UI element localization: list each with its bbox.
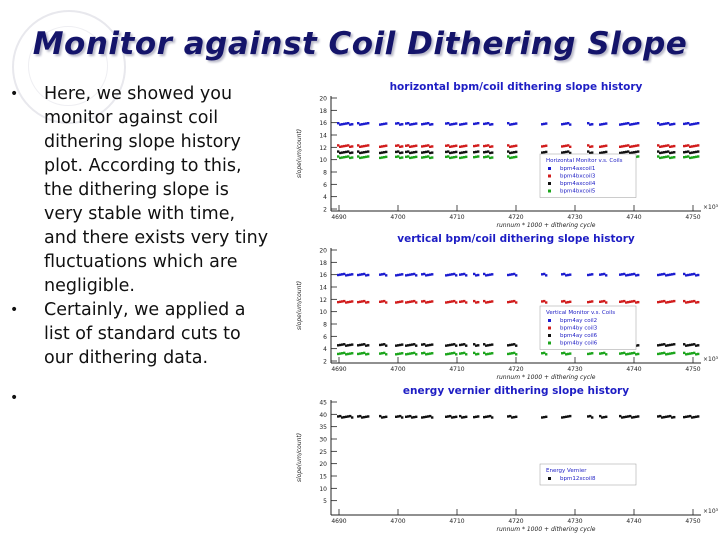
slope-history-plots <box>283 76 719 536</box>
legend-marker <box>548 182 551 185</box>
data-point <box>401 151 403 153</box>
data-point <box>515 274 517 276</box>
data-point <box>401 416 403 418</box>
y-tick-label: 18 <box>319 259 327 267</box>
data-point <box>415 301 417 303</box>
x-tick-label: 4720 <box>508 214 524 221</box>
data-point <box>351 300 353 302</box>
data-point <box>605 145 607 147</box>
data-point <box>455 151 457 153</box>
data-point <box>673 156 675 158</box>
x-axis-label: runnum * 1000 + dithering cycle <box>496 526 596 533</box>
slide-title: Monitor against Coil Dithering Slope <box>32 26 688 62</box>
data-point <box>673 300 675 302</box>
data-point <box>367 301 369 303</box>
data-point <box>477 144 479 146</box>
legend-entry: bpm4by coil3 <box>560 325 598 332</box>
legend-marker <box>548 327 551 330</box>
data-point <box>637 155 639 157</box>
data-point <box>515 145 517 147</box>
data-point <box>697 353 699 355</box>
data-point <box>545 145 547 147</box>
x-tick-label: 4720 <box>508 366 524 373</box>
y-tick-label: 20 <box>319 247 327 255</box>
y-tick-label: 4 <box>323 194 327 202</box>
bullet-item <box>8 298 272 370</box>
data-point <box>455 301 457 303</box>
data-point <box>637 415 639 417</box>
data-point <box>455 344 457 346</box>
legend-marker <box>548 477 551 480</box>
data-point <box>637 122 639 124</box>
y-tick-label: 30 <box>319 436 327 444</box>
bullet-dot: • <box>10 302 19 318</box>
panel-background <box>309 384 707 534</box>
data-point <box>673 123 675 125</box>
y-tick-label: 16 <box>319 272 327 280</box>
data-point <box>697 150 699 152</box>
data-point <box>673 352 675 354</box>
chart-title: horizontal bpm/coil dithering slope history <box>389 81 643 93</box>
data-point <box>569 301 571 303</box>
slope-history-figure <box>283 76 719 536</box>
data-point <box>491 352 493 354</box>
bullet-list <box>8 82 272 410</box>
data-point <box>367 150 369 152</box>
data-point <box>697 415 699 417</box>
y-axis-label: slope(um/count) <box>296 432 303 483</box>
data-point <box>591 145 593 147</box>
legend-entry: bpm4ay coil6 <box>560 333 598 339</box>
data-point <box>385 301 387 303</box>
data-point <box>385 416 387 418</box>
x-tick-label: 4710 <box>449 518 465 525</box>
x-tick-label: 4690 <box>331 518 347 525</box>
data-point <box>697 301 699 303</box>
data-point <box>351 151 353 153</box>
data-point <box>385 122 387 124</box>
data-point <box>515 156 517 158</box>
data-point <box>697 274 699 276</box>
data-point <box>515 151 517 153</box>
data-point <box>465 353 467 355</box>
data-point <box>491 273 493 275</box>
data-point <box>591 151 593 153</box>
chart-title: vertical bpm/coil dithering slope history <box>397 233 635 245</box>
chart-title: energy vernier dithering slope history <box>402 385 630 397</box>
x-tick-label: 4730 <box>567 518 583 525</box>
legend-marker <box>548 342 551 345</box>
data-point <box>385 274 387 276</box>
data-point <box>431 151 433 153</box>
data-point <box>491 151 493 153</box>
x-tick-label: 4730 <box>567 214 583 221</box>
data-point <box>431 156 433 158</box>
data-point <box>401 352 403 354</box>
data-point <box>673 343 675 345</box>
y-tick-label: 2 <box>323 358 327 366</box>
legend-title: Vertical Monitor v.s. Coils <box>546 310 616 316</box>
data-point <box>351 273 353 275</box>
x-tick-label: 4710 <box>449 366 465 373</box>
bullet-text: Certainly, we applied a list of standard cuts to our dithering data. <box>44 300 246 368</box>
data-point <box>401 273 403 275</box>
data-point <box>477 344 479 346</box>
legend-entry: bpm4bxcoil3 <box>560 173 596 180</box>
data-point <box>591 123 593 125</box>
y-tick-label: 40 <box>319 411 327 419</box>
bullet-item <box>8 82 272 298</box>
y-tick-label: 15 <box>319 473 327 481</box>
data-point <box>637 353 639 355</box>
data-point <box>673 273 675 275</box>
data-point <box>515 122 517 124</box>
y-axis-label: slope(um/count) <box>296 128 303 179</box>
panel-background <box>309 80 707 230</box>
data-point <box>477 274 479 276</box>
legend-entry: bpm4by coil6 <box>560 340 598 347</box>
data-point <box>477 353 479 355</box>
data-point <box>697 144 699 146</box>
x-tick-label: 4740 <box>626 366 642 373</box>
data-point <box>367 122 369 124</box>
data-point <box>491 300 493 302</box>
data-point <box>415 145 417 147</box>
x-tick-label: 4690 <box>331 366 347 373</box>
data-point <box>591 300 593 302</box>
data-point <box>637 150 639 152</box>
y-tick-label: 25 <box>319 448 327 456</box>
legend-entry: bpm4ay coil2 <box>560 318 598 324</box>
data-point <box>477 301 479 303</box>
data-point <box>545 122 547 124</box>
y-tick-label: 14 <box>319 132 327 140</box>
x-exponent-label: ×10³ <box>703 356 719 363</box>
data-point <box>697 122 699 124</box>
y-tick-label: 45 <box>319 399 327 407</box>
data-point <box>431 416 433 418</box>
data-point <box>415 122 417 124</box>
x-tick-label: 4750 <box>685 518 701 525</box>
panel-background <box>309 232 707 382</box>
y-tick-label: 2 <box>323 206 327 214</box>
data-point <box>465 344 467 346</box>
data-point <box>415 151 417 153</box>
data-point <box>401 145 403 147</box>
y-tick-label: 20 <box>319 461 327 469</box>
bullet-dot: • <box>10 86 19 102</box>
x-tick-label: 4700 <box>390 366 406 373</box>
data-point <box>637 344 639 346</box>
y-tick-label: 12 <box>319 144 327 152</box>
data-point <box>515 353 517 355</box>
data-point <box>367 344 369 346</box>
data-point <box>367 415 369 417</box>
y-tick-label: 14 <box>319 284 327 292</box>
y-tick-label: 10 <box>319 485 327 493</box>
data-point <box>569 415 571 417</box>
data-point <box>431 343 433 345</box>
legend-title: Horizontal Monitor v.s. Coils <box>546 158 623 164</box>
data-point <box>385 151 387 153</box>
data-point <box>415 353 417 355</box>
x-tick-label: 4730 <box>567 366 583 373</box>
data-point <box>367 353 369 355</box>
data-point <box>351 145 353 147</box>
data-point <box>455 274 457 276</box>
data-point <box>465 416 467 418</box>
data-point <box>605 416 607 418</box>
x-tick-label: 4690 <box>331 214 347 221</box>
data-point <box>697 344 699 346</box>
data-point <box>591 352 593 354</box>
data-point <box>491 343 493 345</box>
data-point <box>637 301 639 303</box>
legend-marker <box>548 334 551 337</box>
data-point <box>569 123 571 125</box>
legend-marker <box>548 190 551 193</box>
data-point <box>673 145 675 147</box>
bullet-item-empty <box>8 386 272 410</box>
x-tick-label: 4740 <box>626 518 642 525</box>
legend-marker <box>548 319 551 322</box>
legend-title: Energy Vernier <box>546 468 587 474</box>
x-tick-label: 4720 <box>508 518 524 525</box>
data-point <box>367 155 369 157</box>
x-exponent-label: ×10³ <box>703 508 719 515</box>
data-point <box>431 273 433 275</box>
data-point <box>697 155 699 157</box>
data-point <box>491 145 493 147</box>
data-point <box>455 122 457 124</box>
legend-marker <box>548 175 551 178</box>
data-point <box>515 301 517 303</box>
data-point <box>637 144 639 146</box>
x-tick-label: 4700 <box>390 518 406 525</box>
data-point <box>477 122 479 124</box>
y-tick-label: 6 <box>323 333 327 341</box>
legend-marker <box>548 167 551 170</box>
data-point <box>545 353 547 355</box>
x-tick-label: 4700 <box>390 214 406 221</box>
data-point <box>455 416 457 418</box>
data-point <box>491 416 493 418</box>
data-point <box>385 156 387 158</box>
data-point <box>367 144 369 146</box>
data-point <box>431 352 433 354</box>
data-point <box>351 156 353 158</box>
data-point <box>545 301 547 303</box>
data-point <box>545 151 547 153</box>
data-point <box>591 416 593 418</box>
x-tick-label: 4750 <box>685 214 701 221</box>
data-point <box>455 156 457 158</box>
legend-entry: bpm4axcoil4 <box>560 181 596 187</box>
legend-entry: bpm12xcoil8 <box>560 476 596 482</box>
y-tick-label: 6 <box>323 181 327 189</box>
data-point <box>465 301 467 303</box>
data-point <box>605 274 607 276</box>
data-point <box>401 300 403 302</box>
data-point <box>351 123 353 125</box>
y-tick-label: 4 <box>323 346 327 354</box>
y-tick-label: 18 <box>319 107 327 115</box>
y-tick-label: 10 <box>319 309 327 317</box>
data-point <box>477 155 479 157</box>
y-axis-label: slope(um/count) <box>296 280 303 331</box>
y-tick-label: 12 <box>319 296 327 304</box>
y-tick-label: 20 <box>319 95 327 103</box>
data-point <box>455 145 457 147</box>
data-point <box>465 151 467 153</box>
bullet-dot: • <box>10 390 19 406</box>
data-point <box>605 122 607 124</box>
x-exponent-label: ×10³ <box>703 204 719 211</box>
data-point <box>431 145 433 147</box>
data-point <box>591 273 593 275</box>
data-point <box>545 274 547 276</box>
data-point <box>415 156 417 158</box>
data-point <box>431 300 433 302</box>
data-point <box>465 274 467 276</box>
data-point <box>569 146 571 148</box>
data-point <box>477 415 479 417</box>
data-point <box>673 416 675 418</box>
data-point <box>415 274 417 276</box>
data-point <box>431 123 433 125</box>
x-tick-label: 4710 <box>449 214 465 221</box>
y-tick-label: 8 <box>323 321 327 329</box>
data-point <box>637 274 639 276</box>
data-point <box>367 274 369 276</box>
data-point <box>385 145 387 147</box>
data-point <box>515 344 517 346</box>
legend-entry: bpm4bxcoil5 <box>560 188 596 195</box>
data-point <box>351 352 353 354</box>
data-point <box>351 343 353 345</box>
data-point <box>401 123 403 125</box>
data-point <box>415 344 417 346</box>
data-point <box>415 416 417 418</box>
data-point <box>569 273 571 275</box>
x-tick-label: 4750 <box>685 366 701 373</box>
data-point <box>351 416 353 418</box>
y-tick-label: 10 <box>319 157 327 165</box>
data-point <box>545 416 547 418</box>
y-tick-label: 5 <box>323 498 327 506</box>
x-axis-label: runnum * 1000 + dithering cycle <box>496 374 596 381</box>
x-tick-label: 4740 <box>626 214 642 221</box>
data-point <box>491 123 493 125</box>
data-point <box>385 353 387 355</box>
data-point <box>465 145 467 147</box>
data-point <box>385 344 387 346</box>
y-tick-label: 16 <box>319 120 327 128</box>
data-point <box>401 156 403 158</box>
data-point <box>569 352 571 354</box>
data-point <box>477 150 479 152</box>
data-point <box>491 156 493 158</box>
data-point <box>605 151 607 153</box>
y-tick-label: 35 <box>319 424 327 432</box>
data-point <box>465 122 467 124</box>
data-point <box>605 301 607 303</box>
data-point <box>455 353 457 355</box>
data-point <box>465 156 467 158</box>
data-point <box>605 353 607 355</box>
data-point <box>673 151 675 153</box>
data-point <box>515 416 517 418</box>
legend-entry: bpm4axcoil1 <box>560 166 596 172</box>
x-axis-label: runnum * 1000 + dithering cycle <box>496 222 596 229</box>
y-tick-label: 8 <box>323 169 327 177</box>
bullet-text: Here, we showed you monitor against coil dithering slope history plot. According to this, the dithering slope is very stable with time, and there exists very tiny fluctuations which are negligible. <box>44 84 269 296</box>
data-point <box>401 343 403 345</box>
